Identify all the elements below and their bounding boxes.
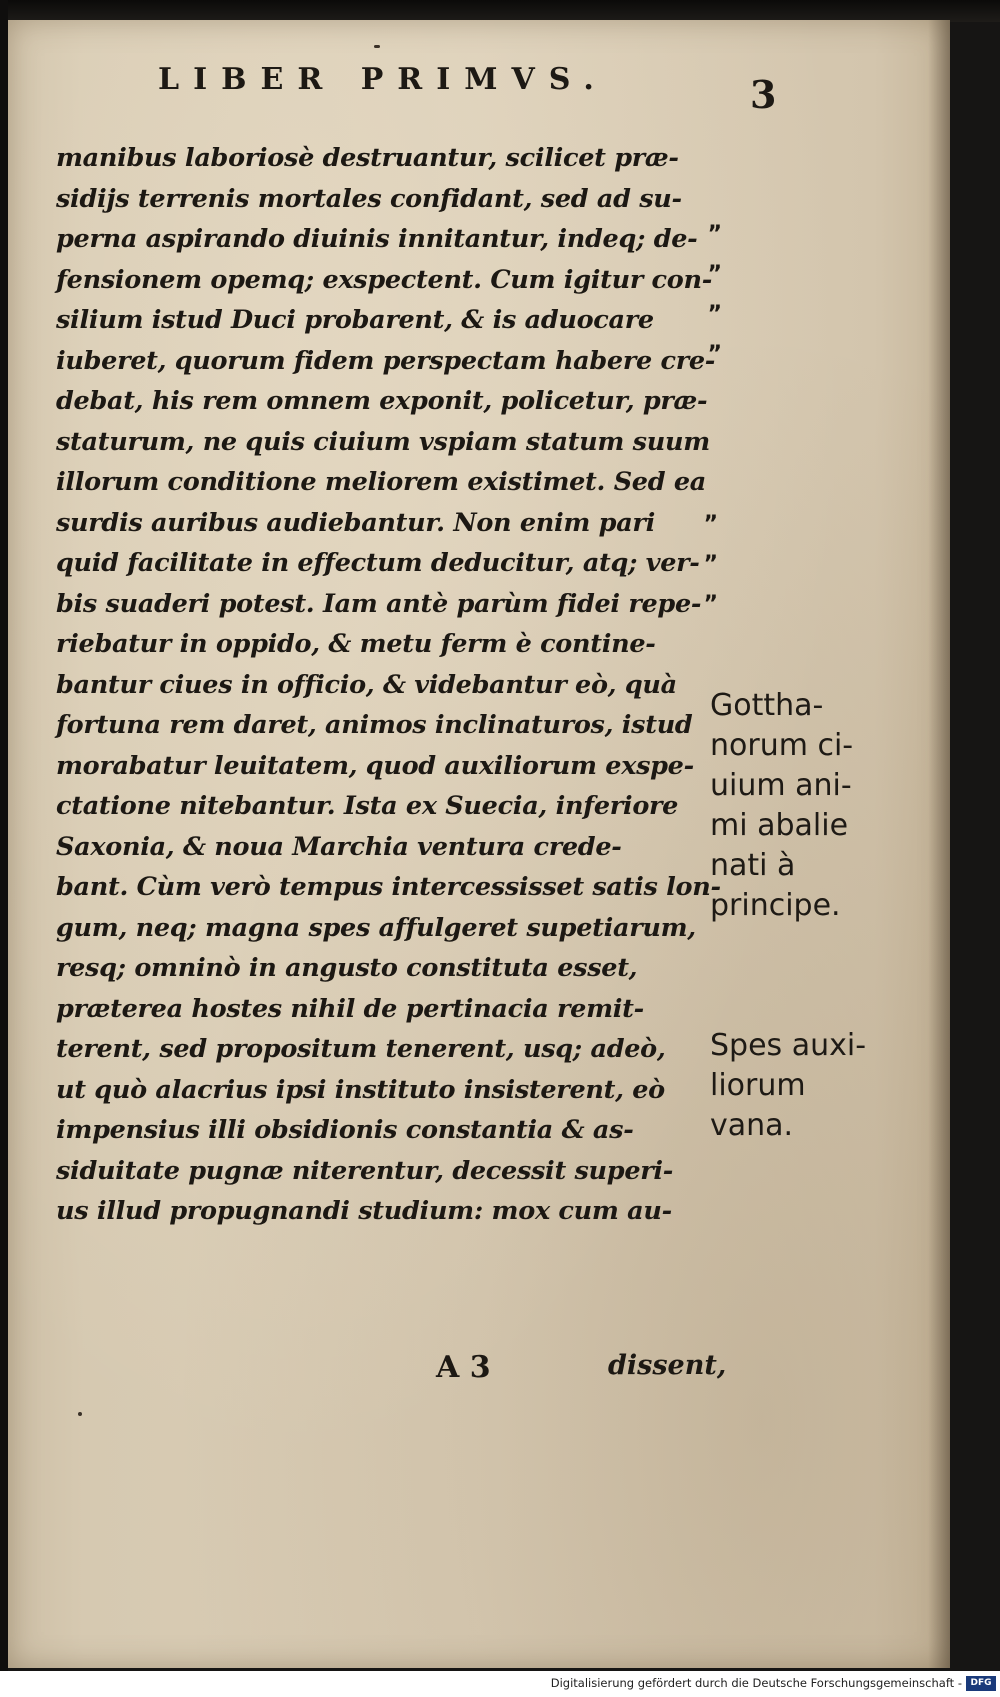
text-line: sidijs terrenis mortales confidant, sed ad su- bbox=[56, 183, 682, 214]
credit-text: Digitalisierung gefördert durch die Deutsche Forschungsgemeinschaft - bbox=[550, 1676, 962, 1690]
text-line: riebatur in oppido, & metu ferm è contine- bbox=[56, 629, 656, 659]
signature-mark: A 3 bbox=[436, 1350, 491, 1385]
text-line: iuberet, quorum fidem perspectam habere cre- bbox=[56, 345, 716, 376]
margin-note-line: vana. bbox=[710, 1108, 794, 1143]
text-line: illorum conditione meliorem existimet. Sed ea bbox=[56, 467, 706, 497]
margin-note bbox=[710, 686, 853, 926]
text-line: morabatur leuitatem, quod auxiliorum exspe- bbox=[56, 750, 694, 781]
page-number: 3 bbox=[750, 72, 777, 117]
text-line: perna aspirando diuinis innitantur, indeq; de- bbox=[56, 224, 698, 254]
scan-left-edge bbox=[0, 0, 8, 1697]
credit-bar bbox=[0, 1671, 1000, 1697]
margin-note-line: Spes auxi- bbox=[710, 1028, 867, 1063]
text-line: resq; omninò in angusto constituta esset, bbox=[56, 953, 638, 983]
quote-mark: „ bbox=[704, 500, 722, 525]
quote-mark: „ bbox=[704, 540, 722, 565]
quote-mark: „ bbox=[708, 210, 726, 235]
margin-note-line: uium ani- bbox=[710, 768, 852, 803]
quote-mark: „ bbox=[708, 330, 726, 355]
margin-note-line: mi abalie bbox=[710, 808, 849, 843]
text-line: bantur ciues in officio, & videbantur eò, quà bbox=[56, 669, 677, 700]
text-line: surdis auribus audiebantur. Non enim pari bbox=[56, 507, 655, 538]
quote-mark: „ bbox=[708, 250, 726, 275]
text-line: ctatione nitebantur. Ista ex Suecia, inferiore bbox=[56, 791, 679, 821]
text-line: bant. Cùm verò tempus intercessisset satis lon- bbox=[56, 872, 721, 902]
text-line: us illud propugnandi studium: mox cum au- bbox=[56, 1196, 672, 1226]
margin-note bbox=[710, 1026, 866, 1146]
quote-mark: „ bbox=[708, 290, 726, 315]
quote-mark: „ bbox=[704, 580, 722, 605]
catchword: dissent, bbox=[608, 1350, 727, 1381]
paper-speck bbox=[374, 45, 380, 48]
margin-note-line: Gottha- bbox=[710, 688, 824, 723]
text-line: fortuna rem daret, animos inclinaturos, istud bbox=[56, 710, 693, 740]
text-line: gum, neq; magna spes affulgeret supetiarum, bbox=[56, 912, 696, 943]
text-line: ut quò alacrius ipsi instituto insisterent, eò bbox=[56, 1074, 665, 1105]
margin-note-line: nati à bbox=[710, 848, 796, 883]
page-edge-shadow bbox=[928, 20, 950, 1668]
text-line: staturum, ne quis ciuium vspiam statum suum bbox=[56, 426, 710, 457]
text-line: silium istud Duci probarent, & is aduocare bbox=[56, 305, 654, 335]
text-line: Saxonia, & noua Marchia ventura crede- bbox=[56, 831, 622, 862]
scan-top-edge bbox=[0, 0, 1000, 22]
margin-note-line: liorum bbox=[710, 1068, 806, 1103]
text-line: bis suaderi potest. Iam antè parùm fidei repe- bbox=[56, 588, 702, 619]
book-page bbox=[8, 20, 950, 1668]
text-line: debat, his rem omnem exponit, policetur, præ- bbox=[56, 386, 708, 416]
text-line: præterea hostes nihil de pertinacia remit- bbox=[56, 993, 644, 1024]
text-line: terent, sed propositum tenerent, usq; adeò, bbox=[56, 1034, 666, 1064]
margin-note-line: norum ci- bbox=[710, 728, 854, 763]
margin-note-line: principe. bbox=[710, 888, 841, 923]
dfg-logo: DFG bbox=[966, 1676, 996, 1691]
text-line: fensionem opemq; exspectent. Cum igitur con- bbox=[56, 264, 713, 295]
text-line: manibus laboriosè destruantur, scilicet præ- bbox=[56, 143, 679, 173]
body-text bbox=[56, 138, 721, 1232]
text-line: impensius illi obsidionis constantia & as- bbox=[56, 1115, 634, 1145]
running-head: LIBER PRIMVS. bbox=[158, 62, 608, 97]
text-line: quid facilitate in effectum deducitur, atq; ver- bbox=[56, 548, 700, 578]
paper-speck bbox=[78, 1412, 82, 1416]
text-line: siduitate pugnæ niterentur, decessit superi- bbox=[56, 1155, 674, 1186]
